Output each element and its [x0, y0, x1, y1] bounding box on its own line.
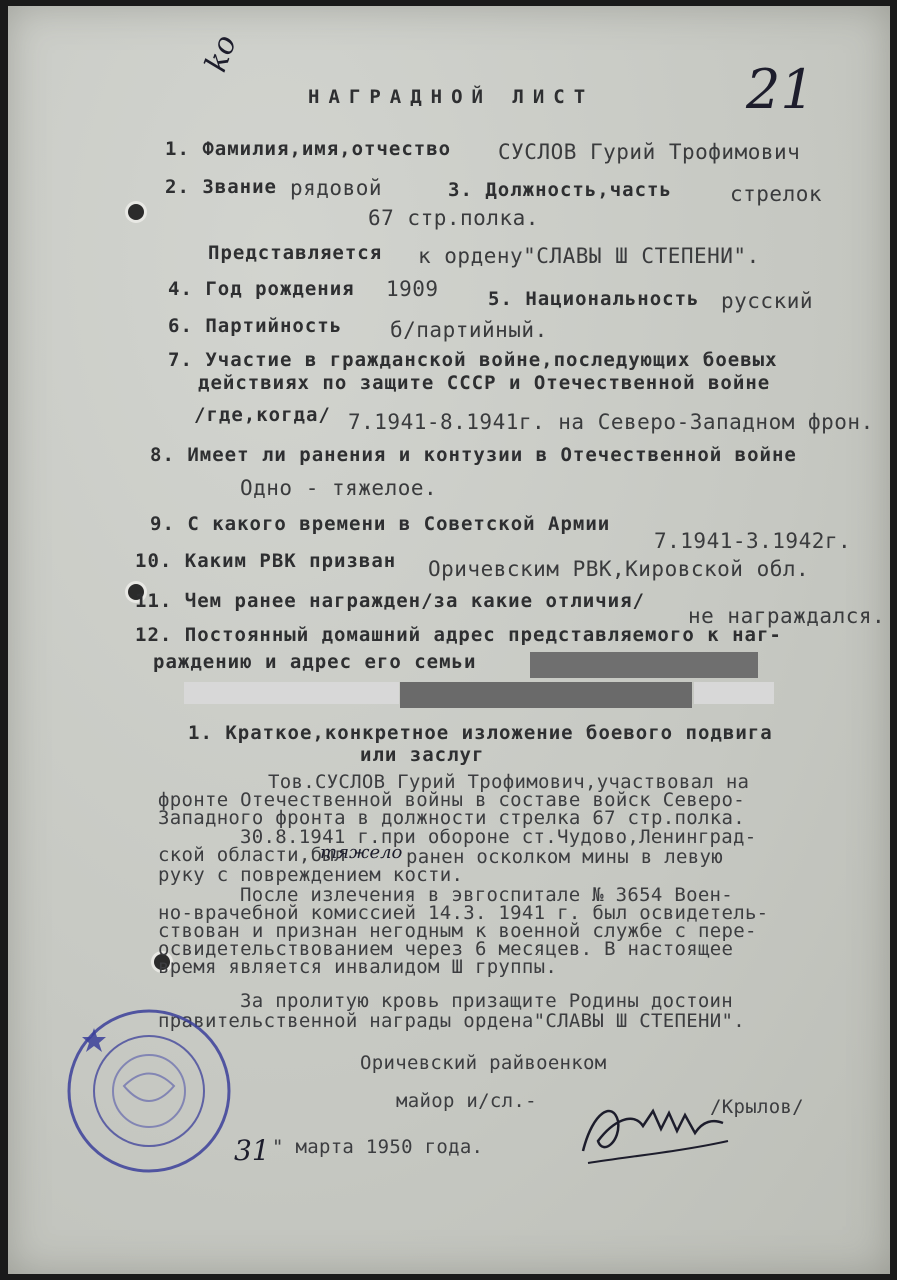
field-9-value: 7.1941-3.1942г.	[654, 529, 852, 553]
feat-section-heading: 1. Краткое,конкретное изложение боевого подвига	[188, 722, 773, 744]
narrative-line: Тов.СУСЛОВ Гурий Трофимович,участвовал на	[268, 771, 750, 793]
narrative-line: Западного фронта в должности стрелка 67 стр.полка.	[158, 807, 745, 829]
narrative-line: После излечения в эвгоспитале № 3654 Воен-	[240, 884, 734, 906]
field-11-value: не награждался.	[688, 604, 886, 628]
narrative-line: За пролитую кровь призащите Родины достоин	[240, 990, 734, 1012]
narrative-line: 30.8.1941 г.при обороне ст.Чудово,Ленинград-	[240, 826, 757, 848]
signatory-name: /Крылов/	[710, 1096, 804, 1118]
field-5-value: русский	[721, 289, 814, 313]
field-1-label: 1. Фамилия,имя,отчество	[165, 138, 452, 160]
field-3-value-unit: 67 стр.полка.	[368, 206, 539, 230]
field-6-value: б/партийный.	[390, 318, 548, 342]
field-7-line-2: действиях по защите СССР и Отечественной войне	[198, 372, 771, 394]
signatory-rank: майор и/сл.-	[396, 1090, 537, 1112]
field-8-value: Одно - тяжелое.	[240, 476, 438, 500]
corner-handwritten-mark: ko	[198, 30, 244, 77]
narrative-line: освидетельствованием через 6 месяцев. В настоящее	[158, 938, 734, 960]
field-2-label: 2. Звание	[165, 176, 277, 198]
punch-hole-top	[128, 204, 144, 220]
presented-award: к ордену"СЛАВЫ Ш СТЕПЕНИ".	[418, 244, 760, 268]
field-4-label: 4. Год рождения	[168, 278, 355, 300]
narrative-line: ранен осколком мины в левую	[406, 846, 723, 868]
redacted-address-block-4	[694, 682, 774, 704]
narrative-line: ской области,был	[158, 844, 346, 866]
presented-label: Представляется	[208, 242, 383, 264]
field-10-label: 10. Каким РВК призван	[135, 550, 397, 572]
field-4-value: 1909	[386, 277, 439, 301]
field-9-label: 9. С какого времени в Советской Армии	[150, 513, 611, 535]
narrative-line: но-врачебной комиссией 14.3. 1941 г. был освидетель-	[158, 902, 769, 924]
field-10-value: Оричевским РВК,Кировской обл.	[428, 557, 810, 581]
field-5-label: 5. Национальность	[488, 288, 700, 310]
field-11-label: 11. Чем ранее награжден/за какие отличия/	[135, 590, 645, 612]
field-7-label: /где,когда/	[194, 404, 331, 426]
field-8-label: 8. Имеет ли ранения и контузии в Отечественной войне	[150, 444, 797, 466]
narrative-line: ствован и признан негодным к военной службе с пере-	[158, 920, 757, 942]
narrative-line: фронте Отечественной войны в составе войск Северо-	[158, 789, 745, 811]
handwritten-correction: тяжело	[320, 842, 403, 863]
field-12-line-2: раждению и адрес его семьи	[153, 651, 477, 673]
field-3-label: 3. Должность,часть	[448, 179, 672, 201]
field-12-line-1: 12. Постоянный домашний адрес представляемого к наг-	[135, 624, 782, 646]
narrative-line: время является инвалидом Ш группы.	[158, 956, 558, 978]
office-title: Оричевский райвоенком	[360, 1052, 607, 1074]
award-sheet	[8, 6, 890, 1274]
document-title: НАГРАДНОЙ ЛИСТ	[308, 86, 595, 108]
field-7-value: 7.1941-8.1941г. на Северо-Западном фрон.	[348, 410, 874, 434]
date-day-handwritten: 31	[234, 1134, 270, 1167]
redacted-address-block-3	[400, 682, 692, 708]
narrative-line: правительственной награды ордена"СЛАВЫ Ш СТЕПЕНИ".	[158, 1010, 745, 1032]
official-stamp	[64, 1006, 234, 1176]
signature	[573, 1081, 733, 1171]
field-3-value: стрелок	[730, 182, 823, 206]
redacted-address-block-2	[184, 682, 399, 704]
date-text: " марта 1950 года.	[272, 1136, 484, 1158]
field-2-value: рядовой	[290, 176, 383, 200]
field-7-line-1: 7. Участие в гражданской войне,последующих боевых	[168, 349, 778, 371]
field-6-label: 6. Партийность	[168, 315, 343, 337]
field-1-value: СУСЛОВ Гурий Трофимович	[498, 140, 801, 164]
feat-section-heading-cont: или заслуг	[360, 744, 485, 766]
redacted-address-block-1	[530, 652, 758, 678]
sheet-number: 21	[746, 58, 815, 121]
narrative-line: руку с повреждением кости.	[158, 864, 464, 886]
